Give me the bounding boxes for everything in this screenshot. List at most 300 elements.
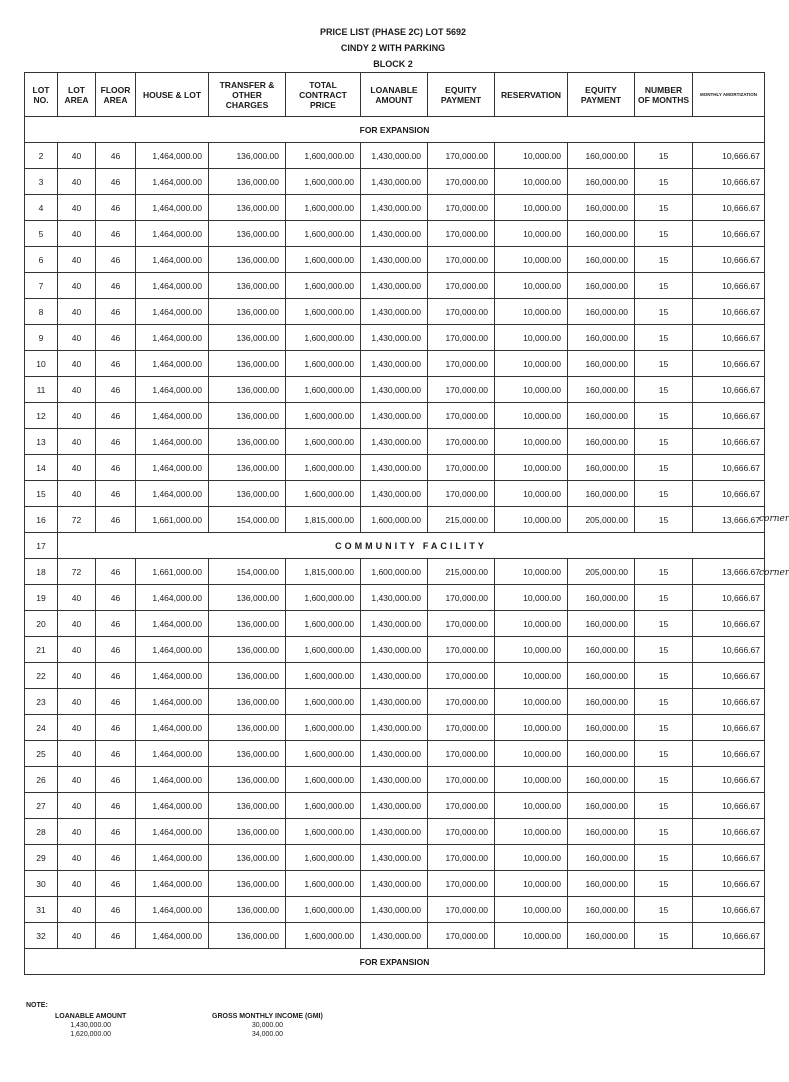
cell-house-and-lot: 1,464,000.00	[136, 481, 209, 507]
section-label: FOR EXPANSION	[25, 949, 765, 975]
cell-lot-no: 12	[25, 403, 58, 429]
col-header: FLOOR AREA	[96, 73, 136, 117]
cell-total-contract-price: 1,600,000.00	[286, 195, 361, 221]
cell-equity-payment: 170,000.00	[428, 819, 495, 845]
cell-lot-area: 40	[58, 377, 96, 403]
cell-total-contract-price: 1,600,000.00	[286, 143, 361, 169]
cell-reservation: 10,000.00	[495, 611, 568, 637]
cell-reservation: 10,000.00	[495, 819, 568, 845]
cell-lot-no: 27	[25, 793, 58, 819]
cell-house-and-lot: 1,464,000.00	[136, 689, 209, 715]
cell-reservation: 10,000.00	[495, 221, 568, 247]
col-header: RESERVATION	[495, 73, 568, 117]
section-row-top	[25, 117, 765, 143]
table-row	[25, 273, 765, 299]
cell-house-and-lot: 1,464,000.00	[136, 351, 209, 377]
cell-number-of-months: 15	[635, 247, 693, 273]
cell-lot-area: 40	[58, 611, 96, 637]
cell-house-and-lot: 1,464,000.00	[136, 871, 209, 897]
table-row	[25, 637, 765, 663]
table-row	[25, 169, 765, 195]
cell-loanable-amount: 1,430,000.00	[361, 481, 428, 507]
cell-floor-area: 46	[96, 793, 136, 819]
cell-reservation: 10,000.00	[495, 195, 568, 221]
cell-house-and-lot: 1,464,000.00	[136, 741, 209, 767]
cell-lot-area: 40	[58, 403, 96, 429]
cell-loanable-amount: 1,430,000.00	[361, 195, 428, 221]
cell-total-contract-price: 1,600,000.00	[286, 767, 361, 793]
cell-transfer-charges: 136,000.00	[209, 455, 286, 481]
table-row	[25, 559, 765, 585]
table-header-row	[25, 73, 765, 117]
cell-monthly-amortization: 13,666.67	[693, 507, 765, 533]
col-header: TOTAL CONTRACT PRICE	[286, 73, 361, 117]
cell-monthly-amortization: 10,666.67	[693, 819, 765, 845]
cell-loanable-amount: 1,430,000.00	[361, 247, 428, 273]
cell-equity-payment-balance: 160,000.00	[568, 299, 635, 325]
cell-equity-payment: 170,000.00	[428, 871, 495, 897]
cell-equity-payment: 170,000.00	[428, 273, 495, 299]
cell-monthly-amortization: 10,666.67	[693, 923, 765, 949]
cell-transfer-charges: 136,000.00	[209, 377, 286, 403]
table-row	[25, 793, 765, 819]
cell-monthly-amortization: 10,666.67	[693, 481, 765, 507]
cell-equity-payment-balance: 160,000.00	[568, 845, 635, 871]
cell-equity-payment: 170,000.00	[428, 351, 495, 377]
table-row	[25, 351, 765, 377]
page-title: PRICE LIST (PHASE 2C) LOT 5692	[319, 27, 467, 37]
cell-loanable-amount: 1,600,000.00	[361, 559, 428, 585]
table-row	[25, 741, 765, 767]
cell-transfer-charges: 154,000.00	[209, 559, 286, 585]
cell-reservation: 10,000.00	[495, 325, 568, 351]
cell-equity-payment: 170,000.00	[428, 481, 495, 507]
note-loanable-header: LOANABLE AMOUNT	[55, 1013, 127, 1020]
cell-transfer-charges: 154,000.00	[209, 507, 286, 533]
cell-lot-area: 40	[58, 325, 96, 351]
cell-number-of-months: 15	[635, 637, 693, 663]
cell-floor-area: 46	[96, 143, 136, 169]
cell-lot-no: 32	[25, 923, 58, 949]
cell-lot-no: 30	[25, 871, 58, 897]
cell-lot-area: 40	[58, 897, 96, 923]
cell-house-and-lot: 1,464,000.00	[136, 403, 209, 429]
cell-total-contract-price: 1,600,000.00	[286, 169, 361, 195]
cell-number-of-months: 15	[635, 897, 693, 923]
cell-monthly-amortization: 10,666.67	[693, 611, 765, 637]
cell-total-contract-price: 1,600,000.00	[286, 585, 361, 611]
cell-number-of-months: 15	[635, 845, 693, 871]
cell-transfer-charges: 136,000.00	[209, 299, 286, 325]
cell-loanable-amount: 1,430,000.00	[361, 741, 428, 767]
cell-number-of-months: 15	[635, 559, 693, 585]
cell-house-and-lot: 1,661,000.00	[136, 507, 209, 533]
price-table	[24, 72, 765, 975]
col-header: LOT AREA	[58, 73, 96, 117]
cell-total-contract-price: 1,600,000.00	[286, 793, 361, 819]
cell-loanable-amount: 1,430,000.00	[361, 351, 428, 377]
cell-lot-no: 29	[25, 845, 58, 871]
cell-transfer-charges: 136,000.00	[209, 923, 286, 949]
cell-equity-payment-balance: 160,000.00	[568, 923, 635, 949]
cell-number-of-months: 15	[635, 793, 693, 819]
cell-total-contract-price: 1,600,000.00	[286, 403, 361, 429]
cell-lot-no: 20	[25, 611, 58, 637]
note-label: NOTE:	[26, 1002, 48, 1009]
cell-number-of-months: 15	[635, 611, 693, 637]
cell-reservation: 10,000.00	[495, 429, 568, 455]
table-row	[25, 689, 765, 715]
cell-equity-payment: 170,000.00	[428, 767, 495, 793]
cell-total-contract-price: 1,600,000.00	[286, 299, 361, 325]
cell-floor-area: 46	[96, 299, 136, 325]
cell-house-and-lot: 1,464,000.00	[136, 767, 209, 793]
cell-floor-area: 46	[96, 455, 136, 481]
cell-lot-no: 8	[25, 299, 58, 325]
cell-reservation: 10,000.00	[495, 741, 568, 767]
cell-monthly-amortization: 10,666.67	[693, 767, 765, 793]
cell-total-contract-price: 1,600,000.00	[286, 273, 361, 299]
handwritten-note-row16: corner	[759, 514, 789, 524]
cell-equity-payment-balance: 160,000.00	[568, 481, 635, 507]
cell-equity-payment-balance: 160,000.00	[568, 455, 635, 481]
cell-number-of-months: 15	[635, 585, 693, 611]
cell-house-and-lot: 1,464,000.00	[136, 923, 209, 949]
cell-loanable-amount: 1,430,000.00	[361, 273, 428, 299]
cell-total-contract-price: 1,600,000.00	[286, 429, 361, 455]
cell-equity-payment: 170,000.00	[428, 715, 495, 741]
cell-transfer-charges: 136,000.00	[209, 819, 286, 845]
cell-number-of-months: 15	[635, 325, 693, 351]
cell-house-and-lot: 1,464,000.00	[136, 585, 209, 611]
cell-transfer-charges: 136,000.00	[209, 663, 286, 689]
cell-monthly-amortization: 10,666.67	[693, 325, 765, 351]
cell-monthly-amortization: 13,666.67	[693, 559, 765, 585]
cell-loanable-amount: 1,430,000.00	[361, 923, 428, 949]
cell-house-and-lot: 1,464,000.00	[136, 195, 209, 221]
cell-equity-payment-balance: 160,000.00	[568, 143, 635, 169]
cell-house-and-lot: 1,464,000.00	[136, 897, 209, 923]
cell-lot-area: 40	[58, 273, 96, 299]
cell-number-of-months: 15	[635, 195, 693, 221]
cell-monthly-amortization: 10,666.67	[693, 689, 765, 715]
table-row	[25, 455, 765, 481]
cell-loanable-amount: 1,430,000.00	[361, 169, 428, 195]
cell-loanable-amount: 1,430,000.00	[361, 767, 428, 793]
cell-loanable-amount: 1,430,000.00	[361, 221, 428, 247]
cell-monthly-amortization: 10,666.67	[693, 169, 765, 195]
cell-monthly-amortization: 10,666.67	[693, 403, 765, 429]
cell-house-and-lot: 1,464,000.00	[136, 455, 209, 481]
cell-monthly-amortization: 10,666.67	[693, 143, 765, 169]
cell-equity-payment-balance: 160,000.00	[568, 377, 635, 403]
cell-loanable-amount: 1,430,000.00	[361, 663, 428, 689]
note-loanable-value: 1,430,000.00	[70, 1022, 112, 1029]
cell-lot-area: 40	[58, 845, 96, 871]
cell-loanable-amount: 1,430,000.00	[361, 403, 428, 429]
table-row	[25, 663, 765, 689]
cell-number-of-months: 15	[635, 689, 693, 715]
cell-reservation: 10,000.00	[495, 507, 568, 533]
cell-transfer-charges: 136,000.00	[209, 403, 286, 429]
cell-lot-no: 18	[25, 559, 58, 585]
cell-floor-area: 46	[96, 663, 136, 689]
cell-lot-no: 14	[25, 455, 58, 481]
cell-monthly-amortization: 10,666.67	[693, 585, 765, 611]
cell-equity-payment: 215,000.00	[428, 507, 495, 533]
cell-monthly-amortization: 10,666.67	[693, 429, 765, 455]
note-gmi-value: 30,000.00	[251, 1022, 283, 1029]
cell-reservation: 10,000.00	[495, 845, 568, 871]
cell-monthly-amortization: 10,666.67	[693, 897, 765, 923]
cell-reservation: 10,000.00	[495, 689, 568, 715]
cell-floor-area: 46	[96, 819, 136, 845]
cell-equity-payment: 170,000.00	[428, 247, 495, 273]
cell-lot-area: 40	[58, 819, 96, 845]
cell-total-contract-price: 1,600,000.00	[286, 845, 361, 871]
cell-equity-payment: 170,000.00	[428, 403, 495, 429]
cell-equity-payment-balance: 160,000.00	[568, 793, 635, 819]
cell-lot-area: 40	[58, 741, 96, 767]
cell-equity-payment-balance: 160,000.00	[568, 325, 635, 351]
cell-floor-area: 46	[96, 741, 136, 767]
cell-house-and-lot: 1,464,000.00	[136, 221, 209, 247]
cell-transfer-charges: 136,000.00	[209, 585, 286, 611]
col-header: HOUSE & LOT	[136, 73, 209, 117]
cell-transfer-charges: 136,000.00	[209, 689, 286, 715]
cell-reservation: 10,000.00	[495, 663, 568, 689]
table-row	[25, 481, 765, 507]
cell-lot-no: 24	[25, 715, 58, 741]
cell-reservation: 10,000.00	[495, 299, 568, 325]
section-label: FOR EXPANSION	[25, 117, 765, 143]
note-gmi-header: GROSS MONTHLY INCOME (GMI)	[212, 1013, 323, 1020]
col-header: EQUITY PAYMENT	[428, 73, 495, 117]
cell-total-contract-price: 1,600,000.00	[286, 325, 361, 351]
cell-loanable-amount: 1,600,000.00	[361, 507, 428, 533]
cell-monthly-amortization: 10,666.67	[693, 663, 765, 689]
cell-number-of-months: 15	[635, 507, 693, 533]
cell-transfer-charges: 136,000.00	[209, 845, 286, 871]
cell-equity-payment: 170,000.00	[428, 169, 495, 195]
cell-house-and-lot: 1,464,000.00	[136, 169, 209, 195]
cell-number-of-months: 15	[635, 455, 693, 481]
cell-monthly-amortization: 10,666.67	[693, 845, 765, 871]
cell-monthly-amortization: 10,666.67	[693, 377, 765, 403]
cell-equity-payment-balance: 160,000.00	[568, 871, 635, 897]
cell-floor-area: 46	[96, 897, 136, 923]
table-row	[25, 611, 765, 637]
cell-floor-area: 46	[96, 507, 136, 533]
cell-equity-payment: 170,000.00	[428, 793, 495, 819]
cell-house-and-lot: 1,464,000.00	[136, 299, 209, 325]
cell-equity-payment: 170,000.00	[428, 845, 495, 871]
table-row	[25, 767, 765, 793]
cell-floor-area: 46	[96, 559, 136, 585]
cell-transfer-charges: 136,000.00	[209, 793, 286, 819]
cell-number-of-months: 15	[635, 923, 693, 949]
cell-loanable-amount: 1,430,000.00	[361, 689, 428, 715]
table-row	[25, 845, 765, 871]
cell-floor-area: 46	[96, 403, 136, 429]
table-row	[25, 429, 765, 455]
cell-monthly-amortization: 10,666.67	[693, 741, 765, 767]
cell-lot-no: 6	[25, 247, 58, 273]
cell-monthly-amortization: 10,666.67	[693, 871, 765, 897]
cell-lot-area: 40	[58, 169, 96, 195]
cell-total-contract-price: 1,600,000.00	[286, 377, 361, 403]
cell-number-of-months: 15	[635, 741, 693, 767]
note-loanable-value: 1,620,000.00	[70, 1031, 112, 1038]
cell-lot-area: 40	[58, 195, 96, 221]
cell-number-of-months: 15	[635, 663, 693, 689]
cell-house-and-lot: 1,464,000.00	[136, 819, 209, 845]
cell-reservation: 10,000.00	[495, 793, 568, 819]
cell-monthly-amortization: 10,666.67	[693, 195, 765, 221]
cell-number-of-months: 15	[635, 299, 693, 325]
page-header	[0, 24, 786, 72]
cell-reservation: 10,000.00	[495, 273, 568, 299]
cell-monthly-amortization: 10,666.67	[693, 351, 765, 377]
cell-total-contract-price: 1,600,000.00	[286, 819, 361, 845]
cell-equity-payment-balance: 160,000.00	[568, 663, 635, 689]
cell-lot-area: 40	[58, 221, 96, 247]
cell-equity-payment: 170,000.00	[428, 377, 495, 403]
cell-lot-no: 26	[25, 767, 58, 793]
table-row	[25, 585, 765, 611]
cell-equity-payment: 170,000.00	[428, 611, 495, 637]
cell-transfer-charges: 136,000.00	[209, 481, 286, 507]
page-subtitle: CINDY 2 WITH PARKING	[340, 43, 446, 53]
cell-reservation: 10,000.00	[495, 871, 568, 897]
cell-house-and-lot: 1,464,000.00	[136, 611, 209, 637]
section-row-bottom	[25, 949, 765, 975]
cell-loanable-amount: 1,430,000.00	[361, 819, 428, 845]
cell-number-of-months: 15	[635, 351, 693, 377]
cell-total-contract-price: 1,600,000.00	[286, 871, 361, 897]
cell-lot-no: 15	[25, 481, 58, 507]
cell-total-contract-price: 1,600,000.00	[286, 611, 361, 637]
cell-reservation: 10,000.00	[495, 247, 568, 273]
cell-floor-area: 46	[96, 351, 136, 377]
cell-lot-area: 40	[58, 637, 96, 663]
cell-lot-no: 28	[25, 819, 58, 845]
cell-equity-payment: 170,000.00	[428, 455, 495, 481]
cell-number-of-months: 15	[635, 871, 693, 897]
block-label: BLOCK 2	[373, 59, 413, 69]
cell-total-contract-price: 1,600,000.00	[286, 689, 361, 715]
cell-floor-area: 46	[96, 325, 136, 351]
cell-loanable-amount: 1,430,000.00	[361, 897, 428, 923]
cell-lot-area: 40	[58, 299, 96, 325]
cell-floor-area: 46	[96, 585, 136, 611]
cell-reservation: 10,000.00	[495, 455, 568, 481]
cell-equity-payment-balance: 160,000.00	[568, 689, 635, 715]
cell-equity-payment-balance: 160,000.00	[568, 403, 635, 429]
cell-transfer-charges: 136,000.00	[209, 611, 286, 637]
cell-total-contract-price: 1,600,000.00	[286, 923, 361, 949]
cell-reservation: 10,000.00	[495, 637, 568, 663]
cell-floor-area: 46	[96, 871, 136, 897]
facility-row	[25, 533, 765, 559]
note-gmi	[212, 1012, 323, 1039]
cell-equity-payment-balance: 160,000.00	[568, 221, 635, 247]
cell-number-of-months: 15	[635, 273, 693, 299]
cell-total-contract-price: 1,815,000.00	[286, 559, 361, 585]
cell-house-and-lot: 1,464,000.00	[136, 637, 209, 663]
cell-reservation: 10,000.00	[495, 481, 568, 507]
cell-loanable-amount: 1,430,000.00	[361, 715, 428, 741]
cell-house-and-lot: 1,464,000.00	[136, 793, 209, 819]
table-row	[25, 403, 765, 429]
cell-total-contract-price: 1,600,000.00	[286, 351, 361, 377]
cell-reservation: 10,000.00	[495, 923, 568, 949]
cell-total-contract-price: 1,600,000.00	[286, 663, 361, 689]
cell-house-and-lot: 1,464,000.00	[136, 429, 209, 455]
cell-equity-payment-balance: 160,000.00	[568, 169, 635, 195]
cell-floor-area: 46	[96, 481, 136, 507]
cell-total-contract-price: 1,600,000.00	[286, 455, 361, 481]
cell-lot-no: 22	[25, 663, 58, 689]
cell-floor-area: 46	[96, 715, 136, 741]
cell-lot-no: 7	[25, 273, 58, 299]
cell-lot-area: 40	[58, 481, 96, 507]
cell-number-of-months: 15	[635, 169, 693, 195]
cell-total-contract-price: 1,600,000.00	[286, 897, 361, 923]
cell-equity-payment-balance: 160,000.00	[568, 715, 635, 741]
cell-reservation: 10,000.00	[495, 143, 568, 169]
cell-lot-no: 31	[25, 897, 58, 923]
col-header: LOT NO.	[25, 73, 58, 117]
cell-number-of-months: 15	[635, 481, 693, 507]
cell-floor-area: 46	[96, 845, 136, 871]
cell-house-and-lot: 1,464,000.00	[136, 247, 209, 273]
cell-transfer-charges: 136,000.00	[209, 351, 286, 377]
cell-monthly-amortization: 10,666.67	[693, 793, 765, 819]
cell-house-and-lot: 1,464,000.00	[136, 273, 209, 299]
cell-transfer-charges: 136,000.00	[209, 715, 286, 741]
cell-loanable-amount: 1,430,000.00	[361, 845, 428, 871]
cell-reservation: 10,000.00	[495, 377, 568, 403]
cell-total-contract-price: 1,600,000.00	[286, 221, 361, 247]
cell-lot-no: 3	[25, 169, 58, 195]
cell-loanable-amount: 1,430,000.00	[361, 325, 428, 351]
cell-floor-area: 46	[96, 169, 136, 195]
cell-number-of-months: 15	[635, 819, 693, 845]
cell-lot-no: 21	[25, 637, 58, 663]
cell-transfer-charges: 136,000.00	[209, 325, 286, 351]
note-loanable	[55, 1012, 126, 1039]
cell-lot-area: 40	[58, 663, 96, 689]
cell-equity-payment-balance: 160,000.00	[568, 741, 635, 767]
cell-lot-area: 40	[58, 715, 96, 741]
cell-lot-area: 40	[58, 429, 96, 455]
cell-transfer-charges: 136,000.00	[209, 871, 286, 897]
cell-lot-no: 17	[25, 533, 58, 559]
cell-loanable-amount: 1,430,000.00	[361, 871, 428, 897]
cell-monthly-amortization: 10,666.67	[693, 455, 765, 481]
cell-lot-no: 11	[25, 377, 58, 403]
col-header: MONTHLY AMORTIZATION	[693, 73, 765, 117]
cell-lot-area: 40	[58, 247, 96, 273]
cell-house-and-lot: 1,464,000.00	[136, 663, 209, 689]
cell-lot-no: 10	[25, 351, 58, 377]
cell-equity-payment: 170,000.00	[428, 143, 495, 169]
cell-house-and-lot: 1,464,000.00	[136, 845, 209, 871]
cell-lot-area: 40	[58, 585, 96, 611]
cell-equity-payment: 170,000.00	[428, 897, 495, 923]
cell-transfer-charges: 136,000.00	[209, 429, 286, 455]
